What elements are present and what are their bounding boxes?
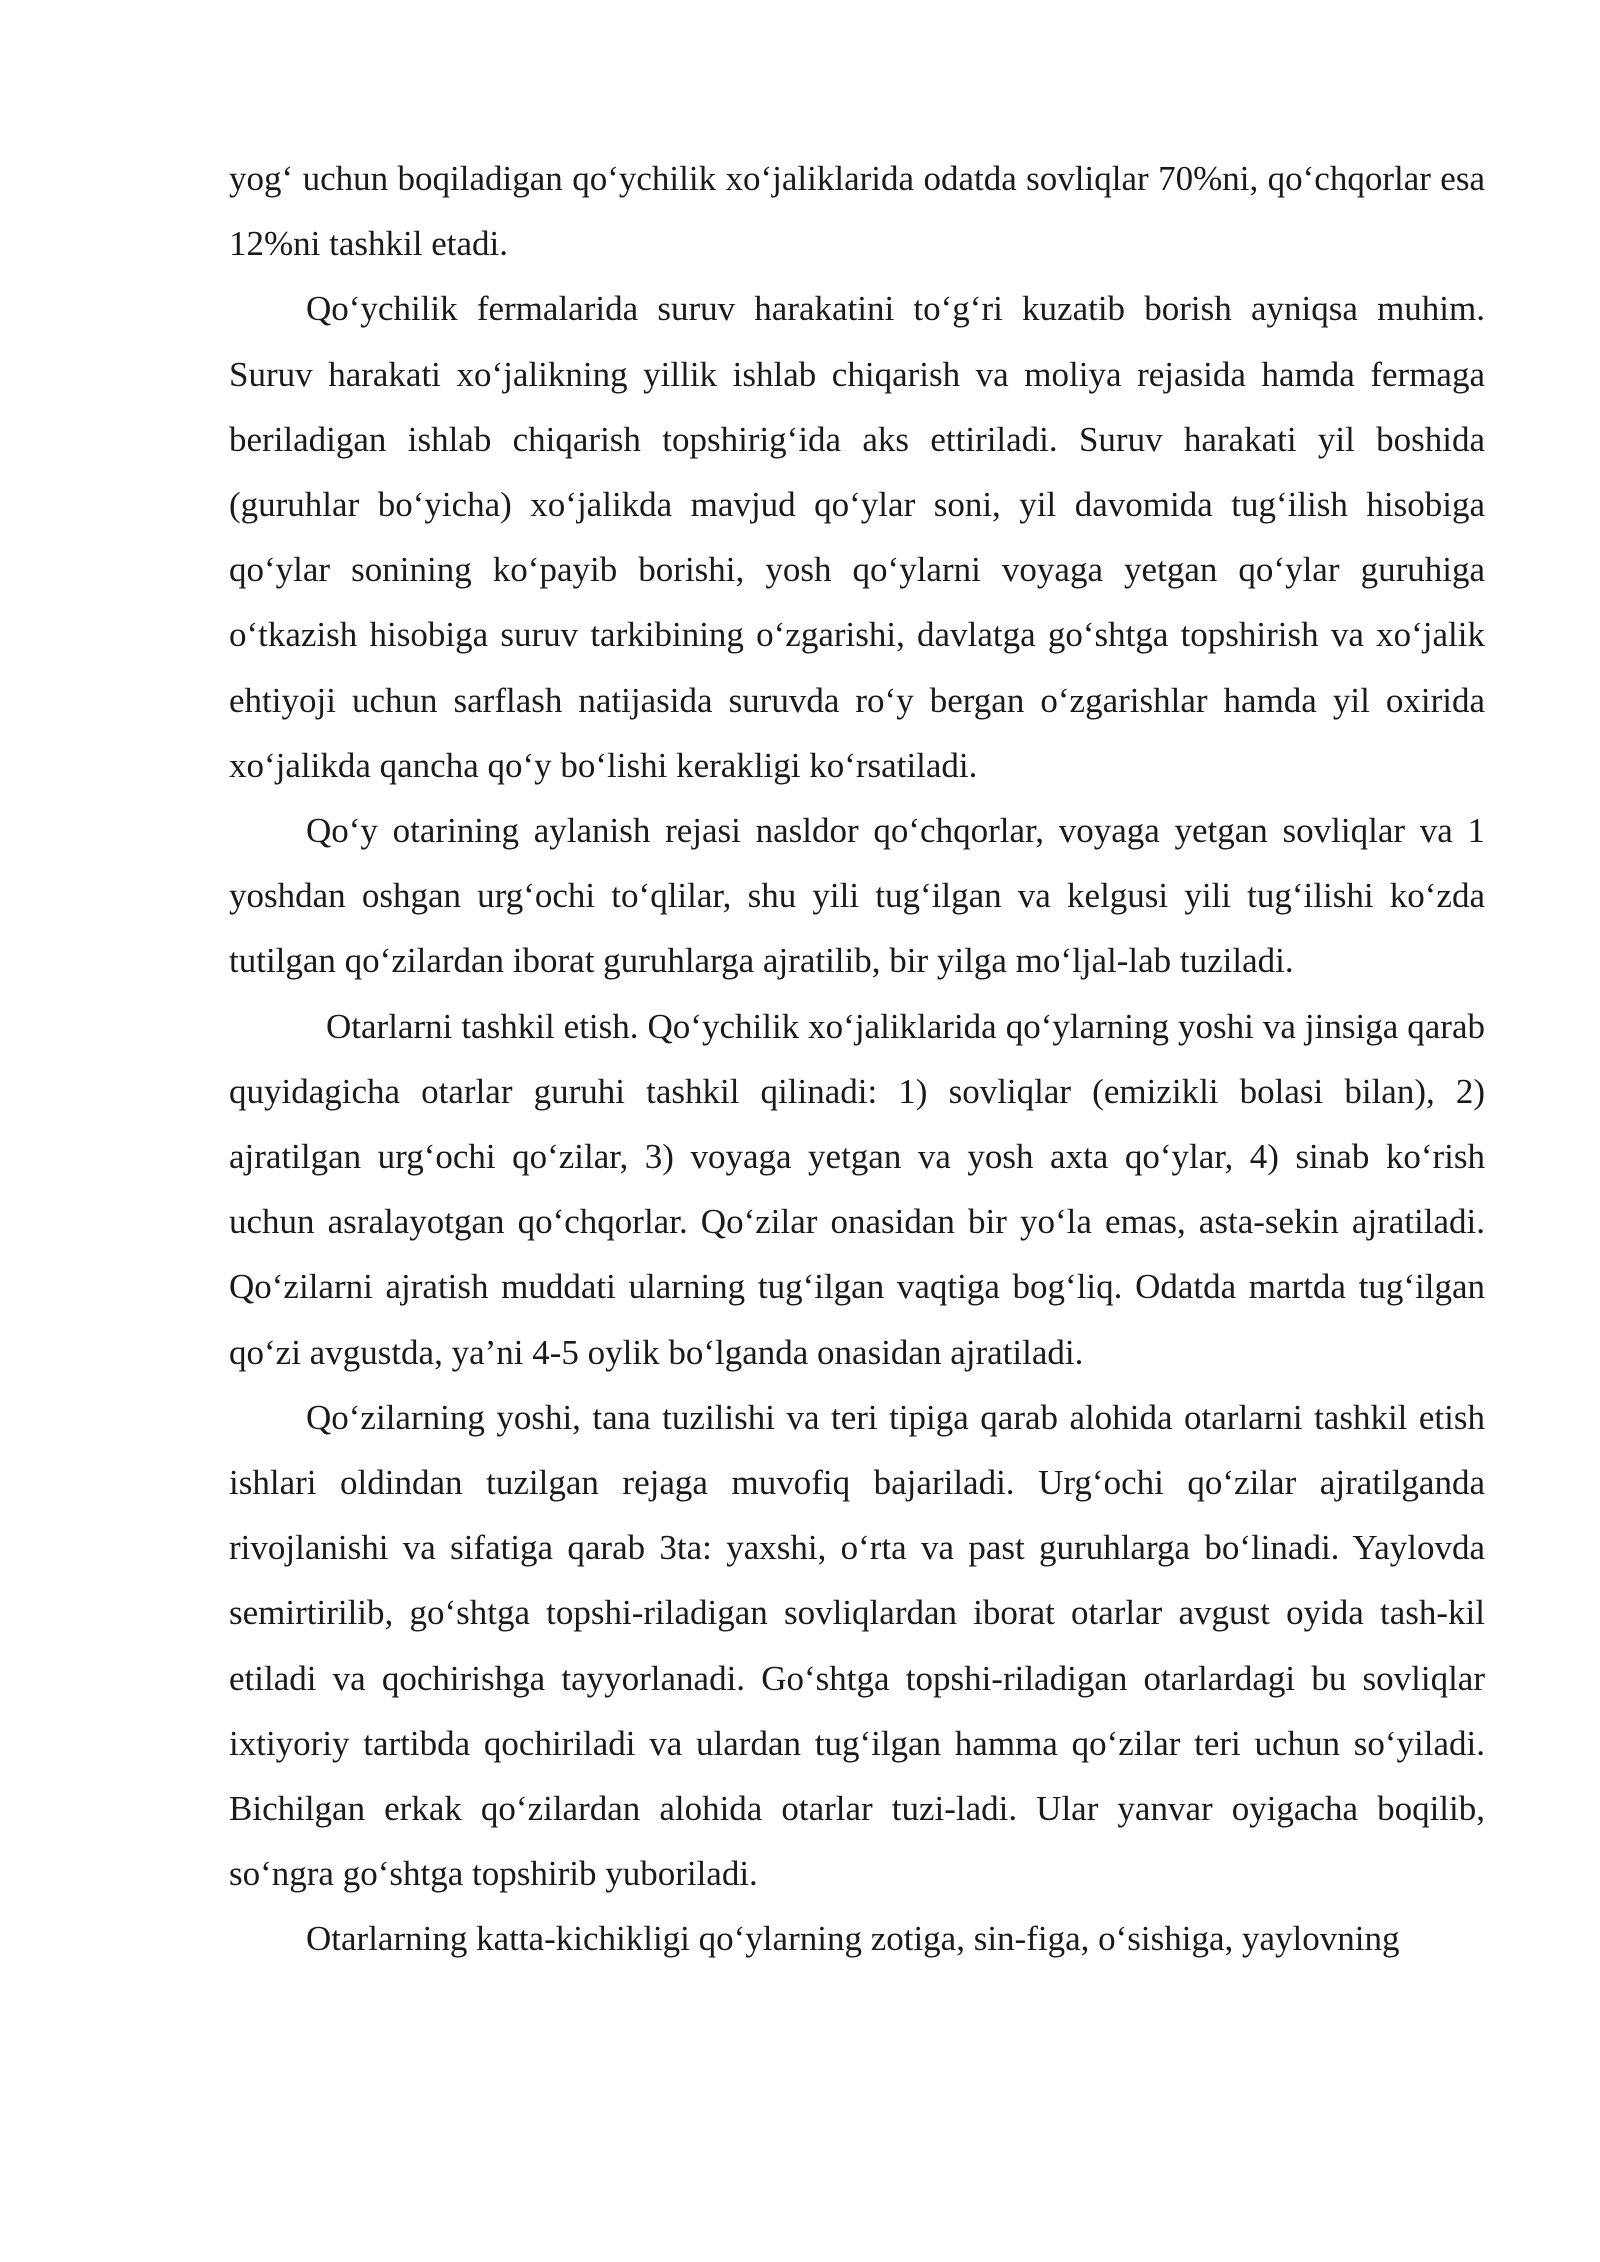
- page-body: [229, 146, 1485, 1972]
- paragraph-otarlar-kattaligi: Otarlarning katta-kichikligi qo‘ylarning zotiga, sin-figa, o‘sishiga, yaylovning: [306, 1919, 1400, 1959]
- paragraph-aylanish-rejasi: Qo‘y otarining aylanish rejasi nasldor qo‘chqorlar, voyaga yetgan sovliqlar va 1 yoshdan oshgan urg‘ochi to‘qlilar, shu yili tug‘ilgan va kelgusi yili tug‘ilishi ko‘zda tutilgan qo‘zilardan iborat guruhlarga ajratilib, bir yilga mo‘ljal-lab tuziladi.: [229, 811, 1485, 981]
- paragraph-qozilar-otarlari: Qo‘zilarning yoshi, tana tuzilishi va teri tipiga qarab alohida otarlarni tashkil etish ishlari oldindan tuzilgan rejaga muvofiq bajariladi. Urg‘ochi qo‘zilar ajratilganda rivojlanishi va sifatiga qarab 3ta: yaxshi, o‘rta va past guruhlarga bo‘linadi. Yaylovda semirtirilib, go‘shtga topshi-riladigan sovliqlardan iborat otarlar avgust oyida tash-kil etiladi va qochirishga tayyorlanadi. Go‘shtga topshi-riladigan otarlardagi bu sovliqlar ixtiyoriy tartibda qochiriladi va ulardan tug‘ilgan hamma qo‘zilar teri uchun so‘yiladi. Bichilgan erkak qo‘zilardan alohida otarlar tuzi-ladi. Ular yanvar oyigacha boqilib, so‘ngra go‘shtga topshirib yuboriladi.: [229, 1397, 1485, 1894]
- paragraph-suruv-harakati: Qo‘ychilik fermalarida suruv harakatini to‘g‘ri kuzatib borish ayniqsa muhim. Suruv harakati xo‘jalikning yillik ishlab chiqarish va moliya rejasida hamda fermaga beriladigan ishlab chiqarish topshirig‘ida aks ettiriladi. Suruv harakati yil boshida (guruhlar bo‘yicha) xo‘jalikda mavjud qo‘ylar soni, yil davomida tug‘ilish hisobiga qo‘ylar sonining ko‘payib borishi, yosh qo‘ylarni voyaga yetgan qo‘ylar guruhiga o‘tkazish hisobiga suruv tarkibining o‘zgarishi, davlatga go‘shtga topshirish va xo‘jalik ehtiyoji uchun sarflash natijasida suruvda ro‘y bergan o‘zgarishlar hamda yil oxirida xo‘jalikda qancha qo‘y bo‘lishi kerakligi ko‘rsatiladi.: [229, 289, 1485, 785]
- paragraph-otarlarni-tashkil-etish: Otarlarni tashkil etish. Qo‘ychilik xo‘jaliklarida qo‘ylarning yoshi va jinsiga qarab quyidagicha otarlar guruhi tashkil qilinadi: 1) sovliqlar (emizikli bolasi bilan), 2) ajratilgan urg‘ochi qo‘zilar, 3) voyaga yetgan va yosh axta qo‘ylar, 4) sinab ko‘rish uchun asralayotgan qo‘chqorlar. Qo‘zilar onasidan bir yo‘la emas, asta-sekin ajratiladi. Qo‘zilarni ajratish muddati ularning tug‘ilgan vaqtiga bog‘liq. Odatda martda tug‘ilgan qo‘zi avgustda, ya’ni 4-5 oylik bo‘lganda onasidan ajratiladi.: [229, 1006, 1485, 1372]
- paragraph-continuation: yog‘ uchun boqiladigan qo‘ychilik xo‘jaliklarida odatda sovliqlar 70%ni, qo‘chqorlar esa 12%ni tashkil etadi.: [229, 159, 1485, 264]
